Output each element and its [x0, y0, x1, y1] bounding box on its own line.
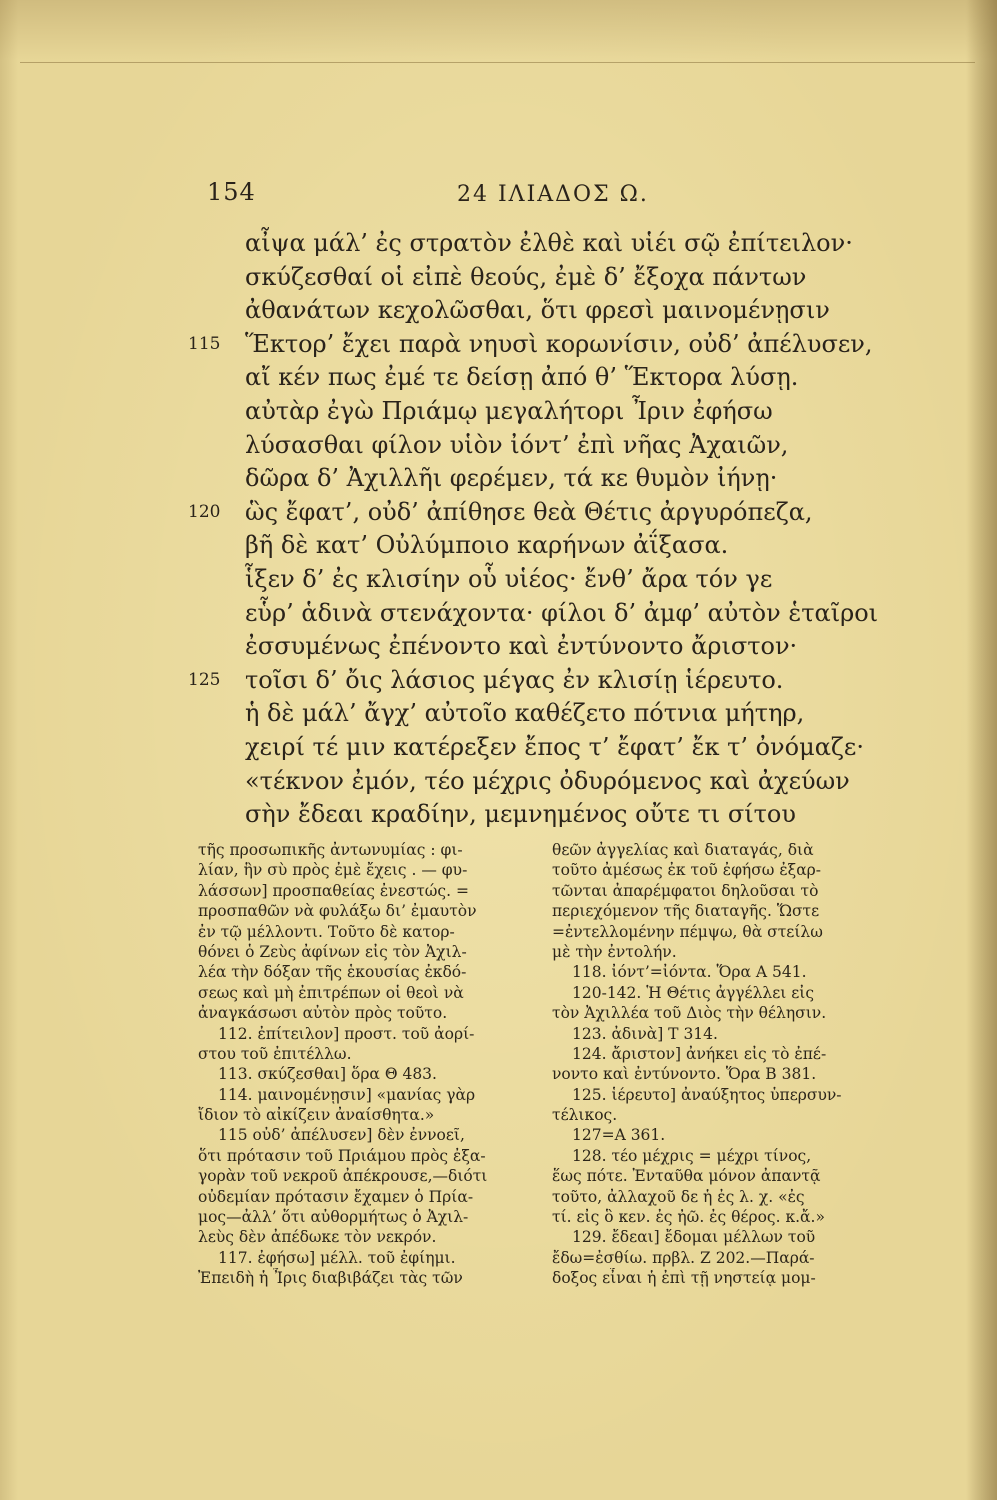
commentary-line: Ἐπειδὴ ἡ Ἶρις διαβιβάζει τὰς τῶν — [198, 1269, 463, 1288]
commentary-line: θεῶν ἀγγελίας καὶ διαταγάς, διὰ — [552, 841, 814, 859]
commentary-line: νοντο καὶ ἐντύνοντο. Ὅρα Β 381. — [552, 1065, 817, 1084]
page-shadow-top — [0, 0, 997, 60]
verse-text: Ἕκτορ’ ἔχει παρὰ νηυσὶ κορωνίσιν, οὐδ’ ἀπέλυσεν, — [245, 329, 873, 358]
commentary-line: δοξος εἶναι ἡ ἐπὶ τῇ νηστείᾳ μομ- — [552, 1269, 816, 1288]
verse-line — [200, 695, 840, 731]
verse-line — [200, 259, 840, 295]
commentary-line: μὲ τὴν ἐντολήν. — [552, 942, 677, 961]
commentary-line: λεὺς δὲν ἀπέδωκε τὸν νεκρόν. — [198, 1228, 437, 1247]
commentary-line: 114. μαινομένῃσιν] «μανίας γὰρ — [218, 1085, 476, 1104]
commentary-line: 115 οὐδ’ ἀπέλυσεν] δὲν ἐννοεῖ, — [218, 1126, 465, 1145]
verse-line — [200, 225, 853, 261]
commentary-line: 127=Α 361. — [572, 1126, 666, 1145]
commentary-line: λέα τὴν δόξαν τῆς ἑκουσίας ἐκδό- — [198, 963, 467, 982]
commentary-line: ἀναγκάσωσι αὐτὸν πρὸς τοῦτο. — [198, 1004, 448, 1023]
commentary-line: σεως καὶ μὴ ἐπιτρέπων οἱ θεοὶ νὰ — [198, 983, 464, 1002]
commentary-line: ὅτι πρότασιν τοῦ Πριάμου πρὸς ἐξα- — [198, 1146, 486, 1165]
commentary-line: 128. τέο μέχρις = μέχρι τίνος, — [572, 1146, 812, 1165]
commentary-line: 118. ἰόντ’=ἰόντα. Ὅρα Α 541. — [572, 963, 807, 982]
commentary-line: ἕως πότε. Ἐνταῦθα μόνον ἀπαντᾷ — [552, 1167, 821, 1186]
running-title: 24 ΙΛΙΑΔΟΣ Ω. — [457, 182, 649, 207]
verse-text: ὣς ἔφατ’, οὐδ’ ἀπίθησε θεὰ Θέτις ἀργυρόπεζα, — [245, 497, 813, 526]
verse-text: εὗρ’ ἁδινὰ στενάχοντα· φίλοι δ’ ἀμφ’ αὐτὸν ἑταῖροι — [245, 598, 879, 627]
verse-line — [200, 729, 864, 765]
commentary-line: τὸν Ἀχιλλέα τοῦ Διὸς τὴν θέλησιν. — [552, 1004, 827, 1023]
verse-number: 120 — [188, 501, 221, 522]
page-number: 154 — [207, 178, 256, 206]
commentary-line: στου τοῦ ἐπιτέλλω. — [198, 1044, 352, 1063]
verse-text: σκύζεσθαί οἱ εἰπὲ θεούς, ἐμὲ δ’ ἔξοχα πάντων — [245, 262, 807, 291]
verse-line — [200, 393, 840, 429]
verse-line — [188, 662, 840, 698]
verse-text: ἡ δὲ μάλ’ ἄγχ’ αὐτοῖο καθέζετο πότνια μήτηρ, — [245, 699, 805, 728]
verse-text: «τέκνον ἐμόν, τέο μέχρις ὀδυρόμενος καὶ ἀχεύων — [245, 766, 850, 795]
commentary-line: τέλικος. — [552, 1106, 618, 1125]
verse-line — [200, 763, 850, 799]
verse-line — [200, 595, 879, 631]
commentary-line: λίαν, ἣν σὺ πρὸς ἐμὲ ἔχεις . — φυ- — [198, 861, 468, 880]
verse-line — [188, 326, 873, 362]
verse-line — [200, 460, 840, 496]
verse-text: σὴν ἔδεαι κραδίην, μεμνημένος οὔτε τι σίτου — [245, 800, 796, 829]
commentary-line: τί. εἰς ὃ κεν. ἐς ἠῶ. ἐς θέρος. κ.ἄ.» — [552, 1208, 825, 1227]
verse-line — [200, 292, 840, 328]
verse-text: χειρί τέ μιν κατέρεξεν ἔπος τ’ ἔφατ’ ἔκ τ’ ὀνόμαζε· — [245, 733, 864, 761]
commentary-line: 123. ἀδινὰ] Τ 314. — [572, 1024, 718, 1043]
verse-text: αἶψα μάλ’ ἐς στρατὸν ἐλθὲ καὶ υἱέι σῷ ἐπίτειλον· — [245, 229, 853, 257]
commentary-line: περιεχόμενον τῆς διαταγῆς. Ὥστε — [552, 902, 820, 921]
page-shadow-right — [967, 0, 997, 1500]
commentary-line: λάσσων] προσπαθείας ἐνεστώς. = — [198, 881, 469, 900]
commentary-line: τῶνται ἀπαρέμφατοι δηλοῦσαι τὸ — [552, 881, 819, 900]
commentary-line: 124. ἄριστον] ἀνήκει εἰς τὸ ἐπέ- — [572, 1044, 827, 1063]
page-header — [207, 178, 857, 218]
commentary-line: 129. ἔδεαι] ἔδομαι μέλλων τοῦ — [572, 1228, 816, 1247]
commentary-line: ἐν τῷ μέλλοντι. Τοῦτο δὲ κατορ- — [198, 922, 455, 941]
verse-text: βῆ δὲ κατ’ Οὐλύμποιο καρήνων ἀΐξασα. — [245, 531, 729, 560]
verse-text: ἀθανάτων κεχολῶσθαι, ὅτι φρεσὶ μαινομένῃσιν — [245, 296, 830, 325]
verse-text-block — [188, 225, 879, 829]
page-fold-line — [20, 62, 975, 63]
verse-line — [200, 427, 840, 463]
commentary-line: =ἐντελλομένην πέμψω, θὰ στείλω — [552, 922, 823, 941]
commentary-line: τοῦτο ἀμέσως ἐκ τοῦ ἐφήσω ἐξαρ- — [552, 861, 822, 880]
commentary-line: οὐδεμίαν πρότασιν ἔχαμεν ὁ Πρία- — [198, 1187, 474, 1206]
commentary-line: ἔδω=ἐσθίω. πρβλ. Ζ 202.—Παρά- — [552, 1248, 815, 1267]
commentary-line: γορὰν τοῦ νεκροῦ ἀπέκρουσε,—διότι — [198, 1167, 488, 1186]
commentary-right-column — [552, 840, 870, 1289]
verse-number: 125 — [188, 669, 221, 690]
verse-text: δῶρα δ’ Ἀχιλλῆι φερέμεν, τά κε θυμὸν ἰήνῃ· — [245, 464, 778, 493]
verse-text: αὐτὰρ ἐγὼ Πριάμῳ μεγαλήτορι Ἶριν ἐφήσω — [245, 397, 773, 425]
commentary-line: μος—ἀλλ’ ὅτι αὐθορμήτως ὁ Ἀχιλ- — [198, 1208, 469, 1227]
commentary-line: τῆς προσωπικῆς ἀντωνυμίας : φι- — [198, 841, 463, 859]
commentary-line: 112. ἐπίτειλον] προστ. τοῦ ἀορί- — [218, 1024, 475, 1043]
commentary-line: 113. σκύζεσθαι] ὅρα Θ 483. — [218, 1065, 437, 1084]
verse-text: ἷξεν δ’ ἐς κλισίην οὗ υἱέος· ἔνθ’ ἄρα τόν γε — [245, 565, 773, 593]
commentary-line: 125. ἱέρευτο] ἀναύξητος ὑπερσυν- — [572, 1085, 842, 1104]
verse-line — [200, 359, 840, 395]
commentary-line: τοῦτο, ἀλλαχοῦ δε ἡ ἐς λ. χ. «ἐς — [552, 1187, 805, 1206]
verse-line — [200, 796, 840, 832]
verse-line — [200, 527, 840, 563]
commentary-left-column — [198, 840, 520, 1289]
commentary-line: 120-142. Ἡ Θέτις ἀγγέλλει εἰς — [572, 983, 815, 1002]
verse-line — [200, 561, 840, 597]
commentary-line: θόνει ὁ Ζεὺς ἀφίνων εἰς τὸν Ἀχιλ- — [198, 942, 467, 961]
verse-number: 115 — [188, 333, 221, 354]
verse-text: τοῖσι δ’ ὄις λάσιος μέγας ἐν κλισίῃ ἱέρευτο. — [245, 665, 784, 694]
commentary-line: ἴδιον τὸ αἰκίζειν ἀναίσθητα.» — [198, 1106, 435, 1125]
verse-text: αἴ κέν πως ἐμέ τε δείσῃ ἀπό θ’ Ἕκτορα λύσῃ. — [245, 363, 799, 392]
commentary-line: προσπαθῶν νὰ φυλάξω δι’ ἐμαυτὸν — [198, 902, 477, 921]
verse-line — [200, 628, 840, 664]
verse-text: λύσασθαι φίλον υἱὸν ἰόντ’ ἐπὶ νῆας Ἀχαιῶν, — [245, 430, 789, 459]
commentary-line: 117. ἐφήσω] μέλλ. τοῦ ἐφίημι. — [218, 1248, 456, 1267]
verse-line — [188, 494, 840, 530]
verse-text: ἐσσυμένως ἐπένοντο καὶ ἐντύνοντο ἄριστον· — [245, 632, 798, 661]
